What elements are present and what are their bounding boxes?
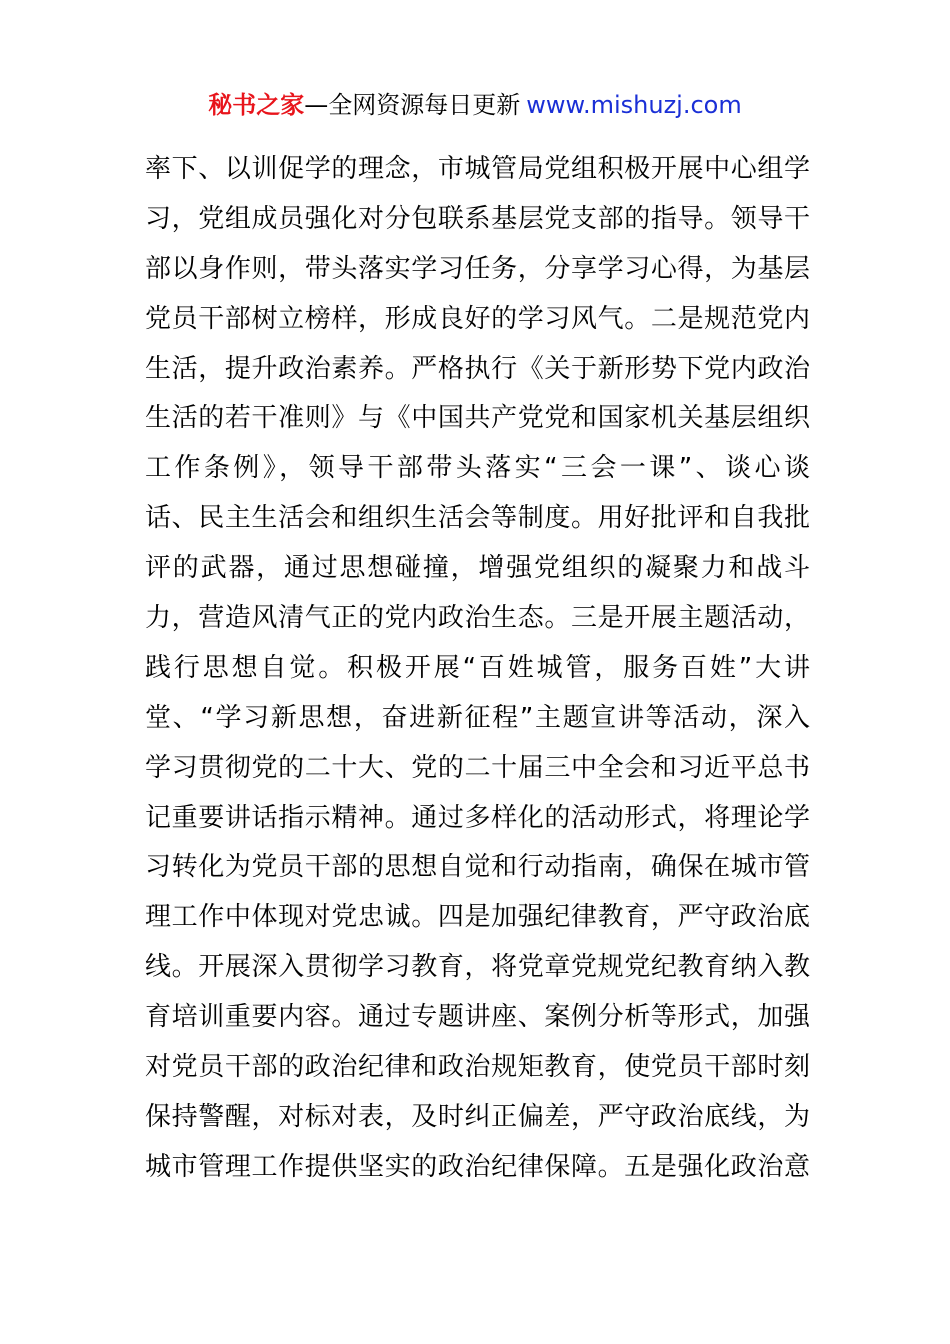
text-line: 评的武器，通过思想碰撞，增强党组织的凝聚力和战斗 [145, 553, 810, 584]
text-line: 力，营造风清气正的党内政治生态。三是开展主题活动， [145, 603, 810, 634]
page-header [0, 88, 950, 122]
text-line: 理工作中体现对党忠诚。四是加强纪律教育，严守政治底 [145, 902, 810, 933]
text-line: 城市管理工作提供坚实的政治纪律保障。五是强化政治意 [145, 1151, 810, 1182]
text-line: 保持警醒，对标对表，及时纠正偏差，严守政治底线，为 [145, 1101, 810, 1132]
text-line: 记重要讲话指示精神。通过多样化的活动形式，将理论学 [145, 802, 810, 833]
text-line: 学习贯彻党的二十大、党的二十届三中全会和习近平总书 [145, 752, 810, 783]
text-line: 习，党组成员强化对分包联系基层党支部的指导。领导干 [145, 203, 810, 234]
text-line: 党员干部树立榜样，形成良好的学习风气。二是规范党内 [145, 303, 810, 334]
text-line: 话、民主生活会和组织生活会等制度。用好批评和自我批 [145, 503, 810, 534]
header-tagline: —全网资源每日更新 [304, 91, 521, 119]
text-line: 对党员干部的政治纪律和政治规矩教育，使党员干部时刻 [145, 1052, 810, 1083]
text-line: 工作条例》，领导干部带头落实“三会一课”、谈心谈 [145, 453, 810, 484]
text-line: 生活，提升政治素养。严格执行《关于新形势下党内政治 [145, 353, 810, 384]
text-line: 践行思想自觉。积极开展“百姓城管，服务百姓”大讲 [145, 652, 810, 683]
text-line: 生活的若干准则》与《中国共产党党和国家机关基层组织 [145, 403, 810, 434]
text-line: 率下、以训促学的理念，市城管局党组积极开展中心组学 [145, 154, 810, 184]
body-paragraph [145, 145, 810, 1193]
text-line: 育培训重要内容。通过专题讲座、案例分析等形式，加强 [145, 1002, 810, 1033]
site-url-link[interactable]: www.mishuzj.com [526, 91, 742, 119]
text-line: 堂、“学习新思想，奋进新征程”主题宣讲等活动，深入 [145, 702, 810, 733]
text-line: 线。开展深入贯彻学习教育，将党章党规党纪教育纳入教 [145, 952, 810, 983]
brand-name: 秘书之家 [208, 91, 305, 119]
text-line: 习转化为党员干部的思想自觉和行动指南，确保在城市管 [145, 852, 810, 883]
text-line: 部以身作则，带头落实学习任务，分享学习心得，为基层 [145, 253, 810, 284]
